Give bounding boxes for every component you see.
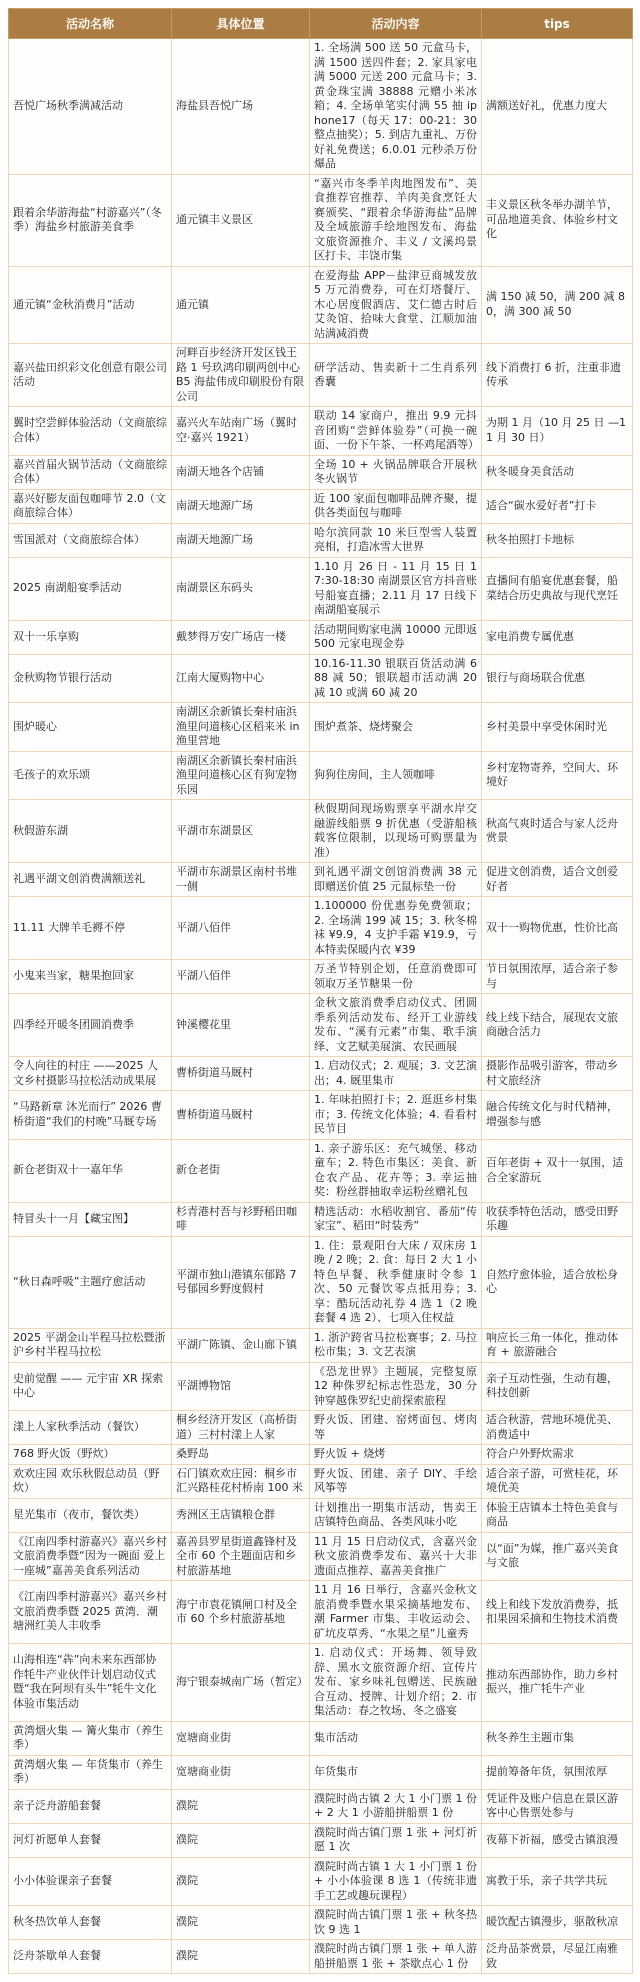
location-cell: 平湖市独山港镇东郁路 7 号郁园乡野度假村	[172, 1236, 310, 1328]
table-row	[9, 1057, 633, 1091]
table-row	[9, 620, 633, 654]
activity-name-cell: 768 野火饭（野炊）	[9, 1445, 172, 1465]
content-cell: 狗狗住房间，主人领咖啡	[310, 751, 482, 800]
content-cell: 研学活动、售卖新十二生肖系列香囊	[310, 344, 482, 407]
content-cell: 全场 10 + 火锅品牌联合开展秋冬火锅节	[310, 455, 482, 489]
tips-cell: 秋冬养生主题市集	[482, 1721, 633, 1755]
activity-name-cell: 新仓老街双十一嘉年华	[9, 1139, 172, 1202]
content-cell: 联动 14 家商户，推出 9.9 元抖音团购“尝鲜体验券”（可换一碗面、一份下午茶、一杯鸡尾酒等）	[310, 407, 482, 456]
location-cell: 桑野岛	[172, 1445, 310, 1465]
tips-cell: 秋冬暖身美食活动	[482, 455, 633, 489]
content-cell: 野火饭 + 烧烤	[310, 1445, 482, 1465]
table-row	[9, 1464, 633, 1498]
content-cell: 1.100000 份优惠券免费领取；2. 全场满 199 减 15；3. 秋冬棉袜 ¥9.9，4 支护手霜 ¥19.9，亏本特卖保暖内衣 ¥39	[310, 897, 482, 960]
content-cell: 秋假期间现场购票享平湖水岸交融游线船票 9 折优惠（受游船核载客位限制，以现场可购票量为准）	[310, 800, 482, 863]
tips-cell: 亲子互动性强，生动有趣，科技创新	[482, 1362, 633, 1411]
activity-name-cell: 黄湾烟火集 — 篝火集市（养生季）	[9, 1721, 172, 1755]
table-row	[9, 654, 633, 703]
content-cell: 濮院时尚古镇 2 大 1 小门票 1 份 + 2 大 1 小游船拼船票 1 份	[310, 1789, 482, 1823]
events-table-body	[9, 39, 633, 1974]
table-row	[9, 174, 633, 266]
table-row	[9, 266, 633, 344]
tips-cell: 节日氛围浓厚，适合亲子参与	[482, 960, 633, 994]
location-cell: 曹桥街道马厩村	[172, 1091, 310, 1140]
activity-name-cell: “马路新章 沐光而行” 2026 曹桥街道“我们的村晚”马厩专场	[9, 1091, 172, 1140]
table-row	[9, 407, 633, 456]
tips-cell: 双十一购物优惠，性价比高	[482, 897, 633, 960]
table-row	[9, 1202, 633, 1236]
tips-cell: 泛舟品茶赏景，尽显江南雅致	[482, 1940, 633, 1974]
content-cell: 濮院时尚古镇门票 1 张 + 河灯祈愿 1 次	[310, 1823, 482, 1857]
location-cell: 江南大厦购物中心	[172, 654, 310, 703]
content-cell: 年货集市	[310, 1755, 482, 1789]
table-row	[9, 1857, 633, 1906]
content-cell: 活动期间购家电满 10000 元即返 500 元家电现金券	[310, 620, 482, 654]
activity-name-cell: 毛孩子的欢乐颂	[9, 751, 172, 800]
location-cell: 海宁银泰城南广场（暂定）	[172, 1644, 310, 1722]
activity-name-cell: 跟着余华游海盐“村游嘉兴”（冬季）海盐乡村旅游美食季	[9, 174, 172, 266]
location-cell: 海盐县吾悦广场	[172, 39, 310, 175]
content-cell: 1. 浙沪跨省马拉松赛事；2. 马拉松市集；3. 文艺表演	[310, 1328, 482, 1362]
content-cell: 在爱海盐 APP－盐津豆商城发放 5 万元消费券，可在灯塔餐厅、木心居度假酒店、艾仁德古时后艾灸馆、拾味大食堂、江顺加油站满减消费	[310, 266, 482, 344]
location-cell: 平湖八佰伴	[172, 960, 310, 994]
activity-name-cell: 山海相连“犇”向未来东西部协作牦牛产业伙伴计划启动仪式暨“我在阿坝有头牛”牦牛文化体验市集活动	[9, 1644, 172, 1722]
tips-cell: 乡村宠物寄养，空间大、环境好	[482, 751, 633, 800]
location-cell: 平湖市东湖景区南村书堆一侧	[172, 863, 310, 897]
content-cell: 计划推出一期集市活动，售卖王店镇特色商品、各类风味小吃	[310, 1498, 482, 1532]
table-row	[9, 1906, 633, 1940]
tips-cell: 银行与商场联合优惠	[482, 654, 633, 703]
tips-cell: 为期 1 月（10 月 25 日 —11 月 30 日）	[482, 407, 633, 456]
location-cell: 杉青港村吾与衫野稻田咖啡	[172, 1202, 310, 1236]
activity-name-cell: 四季经开暖冬团圆消费季	[9, 994, 172, 1057]
content-cell: 1. 年味拍照打卡；2. 逛逛乡村集市；3. 传统文化体验；4. 看看村民节目	[310, 1091, 482, 1140]
activity-name-cell: 漾上人家秋季活动（餐饮）	[9, 1411, 172, 1445]
location-cell: 平湖市东湖景区	[172, 800, 310, 863]
activity-name-cell: 2025 平湖金山半程马拉松暨浙沪乡村半程马拉松	[9, 1328, 172, 1362]
table-row	[9, 1789, 633, 1823]
tips-cell: 满 150 减 50，满 200 减 80，满 300 减 50	[482, 266, 633, 344]
tips-cell: 符合户外野炊需求	[482, 1445, 633, 1465]
table-row	[9, 751, 633, 800]
tips-cell: 线上线下结合，展现农文旅商融合活力	[482, 994, 633, 1057]
table-row	[9, 1328, 633, 1362]
column-header-location: 具体位置	[172, 9, 310, 39]
location-cell: 濮院	[172, 1789, 310, 1823]
location-cell: 海宁市袁花镇闸口村及全市 60 个乡村旅游基地	[172, 1581, 310, 1644]
activity-name-cell: 欢欢庄园 欢乐秋假总动员（野炊）	[9, 1464, 172, 1498]
location-cell: 南湖区余新镇长秦村庙浜渔里问道核心区有狗宠物乐园	[172, 751, 310, 800]
location-cell: 新仓老街	[172, 1139, 310, 1202]
location-cell: 南湖天地源广场	[172, 489, 310, 523]
table-row	[9, 1644, 633, 1722]
location-cell: 戴梦得万安广场店一楼	[172, 620, 310, 654]
location-cell: 河畔百步经济开发区钱王路 1 号玖鸿印刷两创中心 B5 海盐伟成印刷股份有限公司	[172, 344, 310, 407]
table-row	[9, 1581, 633, 1644]
table-row	[9, 1721, 633, 1755]
tips-cell: 秋高气爽时适合与家人泛舟赏景	[482, 800, 633, 863]
location-cell: 嘉善县罗星街道鑫锋村及全市 60 个主题面店和乡村旅游基地	[172, 1532, 310, 1581]
table-row	[9, 1236, 633, 1328]
activity-name-cell: 围炉暖心	[9, 703, 172, 752]
activity-name-cell: 星光集市（夜市，餐饮类）	[9, 1498, 172, 1532]
location-cell: 南湖景区东码头	[172, 557, 310, 620]
location-cell: 南湖天地源广场	[172, 523, 310, 557]
location-cell: 桐乡经济开发区（高桥街道）三村村漾上人家	[172, 1411, 310, 1445]
activity-name-cell: 翼时空尝鲜体验活动（文商旅综合体）	[9, 407, 172, 456]
table-row	[9, 1498, 633, 1532]
table-row	[9, 523, 633, 557]
activity-name-cell: 通元镇“金秋消费月”活动	[9, 266, 172, 344]
content-cell: 1. 亲子游乐区：充气城堡、移动童车；2. 特色市集区：美食、新仓农产品、花卉等；3. 幸运抽奖：粉丝群抽取幸运粉丝赠礼包	[310, 1139, 482, 1202]
tips-cell: 寓教于乐，亲子共学共玩	[482, 1857, 633, 1906]
content-cell: 金秋文旅消费季启动仪式、团圆季系列活动发布、经开工业游线发布、“溪有元素”市集、歌手演绎、文艺赋美展演、农民画展	[310, 994, 482, 1057]
activity-name-cell: 礼遇平湖文创消费满额送礼	[9, 863, 172, 897]
activity-name-cell: 嘉兴好膨友面包咖啡节 2.0（文商旅综合体）	[9, 489, 172, 523]
content-cell: 集市活动	[310, 1721, 482, 1755]
activity-name-cell: 雪国派对（文商旅综合体）	[9, 523, 172, 557]
location-cell: 南湖区余新镇长秦村庙浜渔里问道核心区稻来米 in 渔里营地	[172, 703, 310, 752]
location-cell: 秀洲区王店镇粮仓群	[172, 1498, 310, 1532]
content-cell: 濮院时尚古镇门票 1 张 + 秋冬热饮 9 选 1	[310, 1906, 482, 1940]
tips-cell: 线上和线下发放消费券，抵扣果园采摘和生物技术消费	[482, 1581, 633, 1644]
content-cell: 哈尔滨同款 10 米巨型雪人装置亮相，打造冰雪大世界	[310, 523, 482, 557]
table-row	[9, 489, 633, 523]
tips-cell: 响应长三角一体化，推动体育 + 旅游融合	[482, 1328, 633, 1362]
content-cell: 精选活动：水稻收割官、番茄“传家宝”、稻田“时装秀”	[310, 1202, 482, 1236]
table-row	[9, 1823, 633, 1857]
tips-cell: 收获季特色活动，感受田野乐趣	[482, 1202, 633, 1236]
tips-cell: 提前筹备年货，氛围浓厚	[482, 1755, 633, 1789]
content-cell: 1. 全场满 500 送 50 元盒马卡，满 1500 送四件套；2. 家具家电满 5000 元送 200 元盒马卡；3. 黄金珠宝满 38888 元赠小米冰箱；4. 全场单笔实付满 55 抽 iphone17（每天 17：00-21：30 整点抽奖）；5. 到店九重礼、万份好礼免费送；6.0.01 元秒杀万份爆品	[310, 39, 482, 175]
column-header-tips: tips	[482, 9, 633, 39]
table-row	[9, 344, 633, 407]
events-table	[8, 8, 633, 1974]
content-cell: 到礼遇平湖文创馆消费满 38 元即赠送价值 25 元鼠标垫一份	[310, 863, 482, 897]
tips-cell: 丰义景区秋冬举办湖羊节，可品地道美食、体验乡村文化	[482, 174, 633, 266]
content-cell: 近 100 家面包咖啡品牌齐聚，提供各类面包与咖啡	[310, 489, 482, 523]
content-cell: 围炉煮茶、烧烤聚会	[310, 703, 482, 752]
activity-name-cell: 《江南四季村游嘉兴》嘉兴乡村文旅消费季暨 2025 黄湾．潮塘洲红美人丰收季	[9, 1581, 172, 1644]
content-cell: 濮院时尚古镇 1 大 1 小门票 1 份 + 小小体验课 8 选 1（传统非遗手工艺或趣玩课程）	[310, 1857, 482, 1906]
location-cell: 南湖天地各个店铺	[172, 455, 310, 489]
content-cell: 野火饭、团建、亲子 DIY、手绘风筝等	[310, 1464, 482, 1498]
events-table-header	[9, 9, 633, 39]
table-row	[9, 1755, 633, 1789]
activity-name-cell: 金秋购物节银行活动	[9, 654, 172, 703]
location-cell: 嘉兴火车站南广场（翼时空·嘉兴 1921）	[172, 407, 310, 456]
tips-cell: 凭证件及账户信息在景区游客中心售票处参与	[482, 1789, 633, 1823]
table-row	[9, 1532, 633, 1581]
content-cell: 1.10 月 26 日 - 11 月 15 日 17:30-18:30 南湖景区官方抖音账号船宴直播；2.11 月 17 日线下南湖船宴展示	[310, 557, 482, 620]
activity-name-cell: “秋日森呼吸”主题疗愈活动	[9, 1236, 172, 1328]
location-cell: 濮院	[172, 1940, 310, 1974]
content-cell: 1. 启动仪式；2. 观展；3. 文艺演出；4. 厩里集市	[310, 1057, 482, 1091]
table-row	[9, 703, 633, 752]
tips-cell: 满额送好礼，优惠力度大	[482, 39, 633, 175]
content-cell: 11 月 16 日举行，含嘉兴金秋文旅消费季暨水果采摘基地发布、潮 Farmer 市集、丰收运动会、矿坑皮草秀、“水果之星”儿童秀	[310, 1581, 482, 1644]
tips-cell: 线下消费打 6 折，注重非遗传承	[482, 344, 633, 407]
table-row	[9, 39, 633, 175]
activity-name-cell: 嘉兴盐田织彩文化创意有限公司活动	[9, 344, 172, 407]
activity-name-cell: 秋假游东湖	[9, 800, 172, 863]
tips-cell: 暖饮配古镇漫步，驱散秋凉	[482, 1906, 633, 1940]
tips-cell: 家电消费专属优惠	[482, 620, 633, 654]
header-row	[9, 9, 633, 39]
tips-cell: 以“面”为媒，推广嘉兴美食与文旅	[482, 1532, 633, 1581]
location-cell: 曹桥街道马厩村	[172, 1057, 310, 1091]
table-row	[9, 994, 633, 1057]
activity-name-cell: 吾悦广场秋季满减活动	[9, 39, 172, 175]
activity-name-cell: 亲子泛舟游船套餐	[9, 1789, 172, 1823]
location-cell: 平湖广陈镇、金山廊下镇	[172, 1328, 310, 1362]
tips-cell: 适合秋游，营地环境优美、消费适中	[482, 1411, 633, 1445]
location-cell: 石门镇欢欢庄园：桐乡市汇兴路桂花村桥南 100 米	[172, 1464, 310, 1498]
table-row	[9, 1362, 633, 1411]
table-row	[9, 1411, 633, 1445]
activity-name-cell: 小小体验课亲子套餐	[9, 1857, 172, 1906]
tips-cell: 乡村美景中享受休闲时光	[482, 703, 633, 752]
table-row	[9, 1940, 633, 1974]
tips-cell: 摄影作品吸引游客，带动乡村文旅经济	[482, 1057, 633, 1091]
table-row	[9, 455, 633, 489]
location-cell: 濮院	[172, 1857, 310, 1906]
column-header-activity-content: 活动内容	[310, 9, 482, 39]
activity-name-cell: 史前觉醒 —— 元宇宙 XR 探索中心	[9, 1362, 172, 1411]
activity-name-cell: 《江南四季村游嘉兴》嘉兴乡村文旅消费季暨“因为一碗面 爱上一座城”嘉善美食系列活动	[9, 1532, 172, 1581]
tips-cell: 体验王店镇本土特色美食与商品	[482, 1498, 633, 1532]
tips-cell: 适合亲子游，可赏桂花，环境优美	[482, 1464, 633, 1498]
table-row	[9, 863, 633, 897]
column-header-activity-name: 活动名称	[9, 9, 172, 39]
table-row	[9, 557, 633, 620]
activity-name-cell: 泛舟茶歇单人套餐	[9, 1940, 172, 1974]
table-row	[9, 800, 633, 863]
location-cell: 宽塘商业街	[172, 1721, 310, 1755]
content-cell: 1. 住：景观阳台大床 / 双床房 1 晚 / 2 晚；2. 食：每日 2 大 1 小特色早餐、秋季健康时令参 1 次、50 元餐饮零点抵用券；3. 享：酷玩活动礼券 4 选 1（2 晚套餐 4 选 2）、七项入住权益	[310, 1236, 482, 1328]
location-cell: 平湖博物馆	[172, 1362, 310, 1411]
table-row	[9, 1091, 633, 1140]
location-cell: 宽塘商业街	[172, 1755, 310, 1789]
table-row	[9, 897, 633, 960]
activity-name-cell: 河灯祈愿单人套餐	[9, 1823, 172, 1857]
content-cell: 濮院时尚古镇门票 1 张 + 单人游船拼船票 1 张 + 茶歇点心 1 份	[310, 1940, 482, 1974]
table-row	[9, 960, 633, 994]
content-cell: “嘉兴市冬季羊肉地图发布”、美食推荐官推荐、羊肉美食烹饪大赛颁奖、“跟着余华游海盐”品牌及全域旅游手绘地图发布、海盐文旅资源推介、丰义 / 文溪坞景区打卡、丰饶市集	[310, 174, 482, 266]
table-row	[9, 1445, 633, 1465]
location-cell: 濮院	[172, 1823, 310, 1857]
tips-cell: 促进文创消费，适合文创爱好者	[482, 863, 633, 897]
activity-name-cell: 双十一乐享购	[9, 620, 172, 654]
tips-cell: 自然疗愈体验，适合放松身心	[482, 1236, 633, 1328]
activity-name-cell: 黄湾烟火集 — 年货集市（养生季）	[9, 1755, 172, 1789]
content-cell: 《恐龙世界》主题展，完整复原 12 种侏罗纪标志性恐龙，30 分钟穿越侏罗纪史前探索旅程	[310, 1362, 482, 1411]
activity-name-cell: 小鬼来当家，糖果抱回家	[9, 960, 172, 994]
activity-name-cell: 秋冬热饮单人套餐	[9, 1906, 172, 1940]
content-cell: 1. 启动仪式：开场舞、领导致辞、黑水文旅资源介绍、宣传片发布、家乡味礼包赠送、民族融合互动、授牌、计划介绍；2. 市集活动：春之牧场、冬之盛宴	[310, 1644, 482, 1722]
location-cell: 平湖八佰伴	[172, 897, 310, 960]
content-cell: 万圣节特别企划，任意消费即可领取万圣节糖果一份	[310, 960, 482, 994]
tips-cell: 百年老街 + 双十一氛围，适合全家游玩	[482, 1139, 633, 1202]
location-cell: 通元镇	[172, 266, 310, 344]
activity-name-cell: 2025 南湖船宴季活动	[9, 557, 172, 620]
location-cell: 钟溪樱花里	[172, 994, 310, 1057]
tips-cell: 秋冬拍照打卡地标	[482, 523, 633, 557]
tips-cell: 融合传统文化与时代精神，增强参与感	[482, 1091, 633, 1140]
tips-cell: 夜幕下祈福，感受古镇浪漫	[482, 1823, 633, 1857]
activity-name-cell: 嘉兴首届火锅节活动（文商旅综合体）	[9, 455, 172, 489]
location-cell: 濮院	[172, 1906, 310, 1940]
content-cell: 11 月 15 日启动仪式，含嘉兴金秋文旅消费季发布、嘉兴十大非遗面点推荐、嘉善美食推广	[310, 1532, 482, 1581]
location-cell: 通元镇丰义景区	[172, 174, 310, 266]
tips-cell: 适合“碳水爱好者”打卡	[482, 489, 633, 523]
activity-name-cell: 11.11 大牌羊毛褥不停	[9, 897, 172, 960]
content-cell: 野火饭、团建、窑烤面包、烤肉等	[310, 1411, 482, 1445]
activity-name-cell: 令人向往的村庄 ——2025 人文乡村摄影马拉松活动成果展	[9, 1057, 172, 1091]
tips-cell: 推动东西部协作，助力乡村振兴，推广牦牛产业	[482, 1644, 633, 1722]
tips-cell: 直播间有船宴优惠套餐，船菜结合历史典故与现代烹饪	[482, 557, 633, 620]
activity-name-cell: 特冒头十一月【藏宝图】	[9, 1202, 172, 1236]
table-row	[9, 1139, 633, 1202]
content-cell: 10.16-11.30 银联百货活动满 688 减 50；银联超市活动满 20 减 10 或满 60 减 20	[310, 654, 482, 703]
